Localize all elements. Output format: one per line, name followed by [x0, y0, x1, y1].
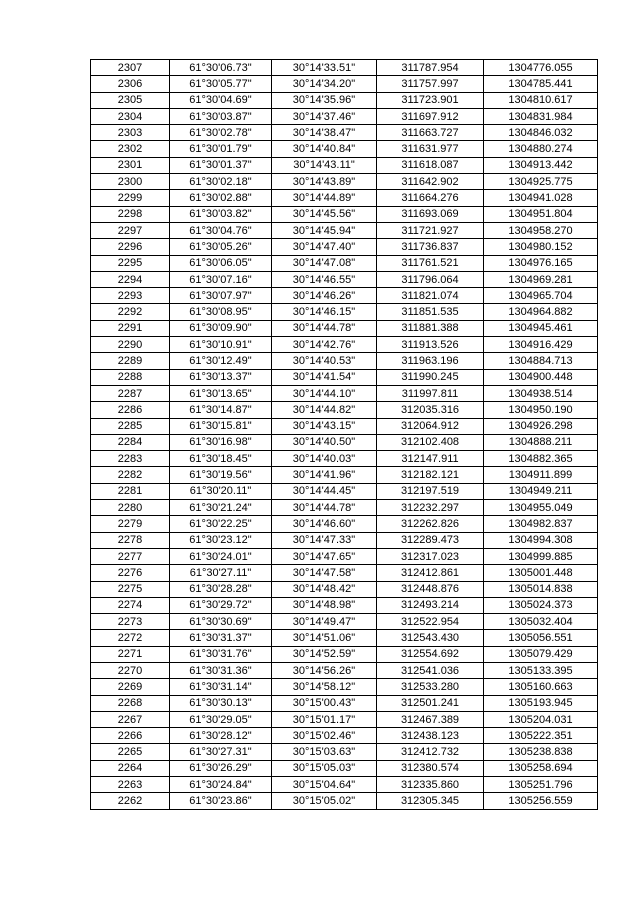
- y-coordinate-cell: 1304945.461: [484, 320, 598, 336]
- point-number-cell: 2293: [91, 288, 170, 304]
- point-number-cell: 2302: [91, 141, 170, 157]
- x-coordinate-cell: 311990.245: [377, 369, 484, 385]
- x-coordinate-cell: 312554.692: [377, 646, 484, 662]
- x-coordinate-cell: 311697.912: [377, 108, 484, 124]
- point-number-cell: 2272: [91, 630, 170, 646]
- longitude-cell: 30°14'52.59": [272, 646, 377, 662]
- y-coordinate-cell: 1304938.514: [484, 385, 598, 401]
- x-coordinate-cell: 312533.280: [377, 679, 484, 695]
- latitude-cell: 61°30'01.79": [170, 141, 272, 157]
- point-number-cell: 2274: [91, 597, 170, 613]
- point-number-cell: 2300: [91, 174, 170, 190]
- y-coordinate-cell: 1304949.211: [484, 483, 598, 499]
- y-coordinate-cell: 1305014.838: [484, 581, 598, 597]
- x-coordinate-cell: 312541.036: [377, 662, 484, 678]
- x-coordinate-cell: 311913.526: [377, 337, 484, 353]
- longitude-cell: 30°14'44.10": [272, 385, 377, 401]
- table-row: [91, 206, 598, 222]
- y-coordinate-cell: 1305251.796: [484, 777, 598, 793]
- table-row: [91, 141, 598, 157]
- longitude-cell: 30°15'02.46": [272, 728, 377, 744]
- table-row: [91, 174, 598, 190]
- point-number-cell: 2283: [91, 451, 170, 467]
- table-row: [91, 483, 598, 499]
- y-coordinate-cell: 1305024.373: [484, 597, 598, 613]
- x-coordinate-cell: 312501.241: [377, 695, 484, 711]
- longitude-cell: 30°14'44.78": [272, 320, 377, 336]
- x-coordinate-cell: 312335.860: [377, 777, 484, 793]
- point-number-cell: 2305: [91, 92, 170, 108]
- latitude-cell: 61°30'27.11": [170, 565, 272, 581]
- latitude-cell: 61°30'30.69": [170, 614, 272, 630]
- table-row: [91, 467, 598, 483]
- x-coordinate-cell: 312317.023: [377, 548, 484, 564]
- latitude-cell: 61°30'13.37": [170, 369, 272, 385]
- latitude-cell: 61°30'14.87": [170, 402, 272, 418]
- y-coordinate-cell: 1304994.308: [484, 532, 598, 548]
- x-coordinate-cell: 311693.069: [377, 206, 484, 222]
- table-row: [91, 695, 598, 711]
- longitude-cell: 30°14'47.65": [272, 548, 377, 564]
- y-coordinate-cell: 1304999.885: [484, 548, 598, 564]
- y-coordinate-cell: 1304950.190: [484, 402, 598, 418]
- x-coordinate-cell: 312467.389: [377, 711, 484, 727]
- longitude-cell: 30°14'47.33": [272, 532, 377, 548]
- x-coordinate-cell: 311787.954: [377, 60, 484, 76]
- table-row: [91, 304, 598, 320]
- latitude-cell: 61°30'08.95": [170, 304, 272, 320]
- table-row: [91, 451, 598, 467]
- x-coordinate-cell: 311721.927: [377, 222, 484, 238]
- y-coordinate-cell: 1304882.365: [484, 451, 598, 467]
- longitude-cell: 30°14'44.45": [272, 483, 377, 499]
- table-row: [91, 157, 598, 173]
- point-number-cell: 2265: [91, 744, 170, 760]
- longitude-cell: 30°14'40.53": [272, 353, 377, 369]
- table-row: [91, 60, 598, 76]
- y-coordinate-cell: 1304958.270: [484, 222, 598, 238]
- point-number-cell: 2279: [91, 516, 170, 532]
- longitude-cell: 30°14'46.26": [272, 288, 377, 304]
- table-row: [91, 516, 598, 532]
- x-coordinate-cell: 311663.727: [377, 125, 484, 141]
- point-number-cell: 2273: [91, 614, 170, 630]
- longitude-cell: 30°14'43.15": [272, 418, 377, 434]
- latitude-cell: 61°30'23.86": [170, 793, 272, 809]
- latitude-cell: 61°30'18.45": [170, 451, 272, 467]
- longitude-cell: 30°14'45.56": [272, 206, 377, 222]
- table-row: [91, 581, 598, 597]
- point-number-cell: 2263: [91, 777, 170, 793]
- longitude-cell: 30°14'40.03": [272, 451, 377, 467]
- x-coordinate-cell: 311881.388: [377, 320, 484, 336]
- point-number-cell: 2307: [91, 60, 170, 76]
- latitude-cell: 61°30'01.37": [170, 157, 272, 173]
- x-coordinate-cell: 311997.811: [377, 385, 484, 401]
- table-row: [91, 108, 598, 124]
- x-coordinate-cell: 311618.087: [377, 157, 484, 173]
- table-row: [91, 288, 598, 304]
- y-coordinate-cell: 1305256.559: [484, 793, 598, 809]
- y-coordinate-cell: 1305204.031: [484, 711, 598, 727]
- y-coordinate-cell: 1305160.663: [484, 679, 598, 695]
- point-number-cell: 2276: [91, 565, 170, 581]
- point-number-cell: 2288: [91, 369, 170, 385]
- x-coordinate-cell: 311723.901: [377, 92, 484, 108]
- latitude-cell: 61°30'09.90": [170, 320, 272, 336]
- table-row: [91, 793, 598, 809]
- latitude-cell: 61°30'06.73": [170, 60, 272, 76]
- point-number-cell: 2296: [91, 239, 170, 255]
- coordinates-table-body: [91, 60, 598, 810]
- latitude-cell: 61°30'28.12": [170, 728, 272, 744]
- x-coordinate-cell: 312380.574: [377, 760, 484, 776]
- point-number-cell: 2290: [91, 337, 170, 353]
- longitude-cell: 30°14'40.50": [272, 434, 377, 450]
- coordinates-table: [90, 59, 598, 810]
- point-number-cell: 2280: [91, 500, 170, 516]
- point-number-cell: 2271: [91, 646, 170, 662]
- longitude-cell: 30°14'41.96": [272, 467, 377, 483]
- x-coordinate-cell: 312289.473: [377, 532, 484, 548]
- longitude-cell: 30°15'05.02": [272, 793, 377, 809]
- table-row: [91, 597, 598, 613]
- table-row: [91, 125, 598, 141]
- longitude-cell: 30°14'44.78": [272, 500, 377, 516]
- longitude-cell: 30°14'49.47": [272, 614, 377, 630]
- y-coordinate-cell: 1304951.804: [484, 206, 598, 222]
- longitude-cell: 30°15'03.63": [272, 744, 377, 760]
- y-coordinate-cell: 1304941.028: [484, 190, 598, 206]
- latitude-cell: 61°30'06.05": [170, 255, 272, 271]
- y-coordinate-cell: 1304926.298: [484, 418, 598, 434]
- point-number-cell: 2268: [91, 695, 170, 711]
- longitude-cell: 30°14'47.58": [272, 565, 377, 581]
- latitude-cell: 61°30'22.25": [170, 516, 272, 532]
- y-coordinate-cell: 1304888.211: [484, 434, 598, 450]
- table-row: [91, 744, 598, 760]
- longitude-cell: 30°14'41.54": [272, 369, 377, 385]
- x-coordinate-cell: 312064.912: [377, 418, 484, 434]
- point-number-cell: 2284: [91, 434, 170, 450]
- y-coordinate-cell: 1305056.551: [484, 630, 598, 646]
- latitude-cell: 61°30'30.13": [170, 695, 272, 711]
- latitude-cell: 61°30'20.11": [170, 483, 272, 499]
- longitude-cell: 30°14'45.94": [272, 222, 377, 238]
- table-row: [91, 402, 598, 418]
- latitude-cell: 61°30'10.91": [170, 337, 272, 353]
- point-number-cell: 2303: [91, 125, 170, 141]
- latitude-cell: 61°30'16.98": [170, 434, 272, 450]
- longitude-cell: 30°14'47.40": [272, 239, 377, 255]
- y-coordinate-cell: 1305032.404: [484, 614, 598, 630]
- longitude-cell: 30°15'01.17": [272, 711, 377, 727]
- latitude-cell: 61°30'27.31": [170, 744, 272, 760]
- point-number-cell: 2299: [91, 190, 170, 206]
- longitude-cell: 30°14'48.42": [272, 581, 377, 597]
- point-number-cell: 2298: [91, 206, 170, 222]
- point-number-cell: 2301: [91, 157, 170, 173]
- x-coordinate-cell: 311963.196: [377, 353, 484, 369]
- y-coordinate-cell: 1304900.448: [484, 369, 598, 385]
- table-row: [91, 711, 598, 727]
- table-row: [91, 239, 598, 255]
- y-coordinate-cell: 1305222.351: [484, 728, 598, 744]
- point-number-cell: 2294: [91, 271, 170, 287]
- point-number-cell: 2285: [91, 418, 170, 434]
- x-coordinate-cell: 312305.345: [377, 793, 484, 809]
- point-number-cell: 2295: [91, 255, 170, 271]
- y-coordinate-cell: 1304980.152: [484, 239, 598, 255]
- y-coordinate-cell: 1304964.882: [484, 304, 598, 320]
- longitude-cell: 30°14'34.20": [272, 76, 377, 92]
- point-number-cell: 2297: [91, 222, 170, 238]
- x-coordinate-cell: 312035.316: [377, 402, 484, 418]
- y-coordinate-cell: 1304831.984: [484, 108, 598, 124]
- longitude-cell: 30°15'05.03": [272, 760, 377, 776]
- x-coordinate-cell: 312232.297: [377, 500, 484, 516]
- x-coordinate-cell: 311664.276: [377, 190, 484, 206]
- table-row: [91, 646, 598, 662]
- table-row: [91, 565, 598, 581]
- table-row: [91, 369, 598, 385]
- longitude-cell: 30°14'43.11": [272, 157, 377, 173]
- table-row: [91, 434, 598, 450]
- table-row: [91, 255, 598, 271]
- x-coordinate-cell: 312197.519: [377, 483, 484, 499]
- y-coordinate-cell: 1304880.274: [484, 141, 598, 157]
- y-coordinate-cell: 1305258.694: [484, 760, 598, 776]
- y-coordinate-cell: 1304884.713: [484, 353, 598, 369]
- latitude-cell: 61°30'31.76": [170, 646, 272, 662]
- point-number-cell: 2291: [91, 320, 170, 336]
- longitude-cell: 30°15'00.43": [272, 695, 377, 711]
- point-number-cell: 2281: [91, 483, 170, 499]
- x-coordinate-cell: 312182.121: [377, 467, 484, 483]
- latitude-cell: 61°30'24.84": [170, 777, 272, 793]
- table-row: [91, 385, 598, 401]
- point-number-cell: 2269: [91, 679, 170, 695]
- point-number-cell: 2277: [91, 548, 170, 564]
- longitude-cell: 30°14'40.84": [272, 141, 377, 157]
- point-number-cell: 2289: [91, 353, 170, 369]
- point-number-cell: 2264: [91, 760, 170, 776]
- latitude-cell: 61°30'13.65": [170, 385, 272, 401]
- point-number-cell: 2286: [91, 402, 170, 418]
- x-coordinate-cell: 312102.408: [377, 434, 484, 450]
- y-coordinate-cell: 1304916.429: [484, 337, 598, 353]
- point-number-cell: 2287: [91, 385, 170, 401]
- table-row: [91, 92, 598, 108]
- longitude-cell: 30°14'58.12": [272, 679, 377, 695]
- x-coordinate-cell: 312412.861: [377, 565, 484, 581]
- x-coordinate-cell: 311757.997: [377, 76, 484, 92]
- longitude-cell: 30°14'46.60": [272, 516, 377, 532]
- x-coordinate-cell: 311736.837: [377, 239, 484, 255]
- latitude-cell: 61°30'03.82": [170, 206, 272, 222]
- latitude-cell: 61°30'07.97": [170, 288, 272, 304]
- x-coordinate-cell: 311761.521: [377, 255, 484, 271]
- latitude-cell: 61°30'29.72": [170, 597, 272, 613]
- y-coordinate-cell: 1305079.429: [484, 646, 598, 662]
- table-row: [91, 662, 598, 678]
- x-coordinate-cell: 311851.535: [377, 304, 484, 320]
- latitude-cell: 61°30'05.26": [170, 239, 272, 255]
- latitude-cell: 61°30'02.18": [170, 174, 272, 190]
- y-coordinate-cell: 1304810.617: [484, 92, 598, 108]
- table-row: [91, 418, 598, 434]
- x-coordinate-cell: 311631.977: [377, 141, 484, 157]
- point-number-cell: 2304: [91, 108, 170, 124]
- point-number-cell: 2266: [91, 728, 170, 744]
- latitude-cell: 61°30'12.49": [170, 353, 272, 369]
- table-row: [91, 353, 598, 369]
- latitude-cell: 61°30'07.16": [170, 271, 272, 287]
- latitude-cell: 61°30'05.77": [170, 76, 272, 92]
- latitude-cell: 61°30'31.36": [170, 662, 272, 678]
- y-coordinate-cell: 1304776.055: [484, 60, 598, 76]
- longitude-cell: 30°14'56.26": [272, 662, 377, 678]
- y-coordinate-cell: 1304925.775: [484, 174, 598, 190]
- y-coordinate-cell: 1304976.165: [484, 255, 598, 271]
- table-row: [91, 76, 598, 92]
- latitude-cell: 61°30'04.69": [170, 92, 272, 108]
- y-coordinate-cell: 1304955.049: [484, 500, 598, 516]
- longitude-cell: 30°14'42.76": [272, 337, 377, 353]
- x-coordinate-cell: 311642.902: [377, 174, 484, 190]
- y-coordinate-cell: 1305133.395: [484, 662, 598, 678]
- latitude-cell: 61°30'28.28": [170, 581, 272, 597]
- latitude-cell: 61°30'23.12": [170, 532, 272, 548]
- point-number-cell: 2275: [91, 581, 170, 597]
- table-row: [91, 271, 598, 287]
- x-coordinate-cell: 312147.911: [377, 451, 484, 467]
- table-row: [91, 728, 598, 744]
- x-coordinate-cell: 312522.954: [377, 614, 484, 630]
- point-number-cell: 2282: [91, 467, 170, 483]
- latitude-cell: 61°30'03.87": [170, 108, 272, 124]
- table-row: [91, 760, 598, 776]
- y-coordinate-cell: 1305001.448: [484, 565, 598, 581]
- y-coordinate-cell: 1305193.945: [484, 695, 598, 711]
- longitude-cell: 30°14'48.98": [272, 597, 377, 613]
- point-number-cell: 2292: [91, 304, 170, 320]
- point-number-cell: 2278: [91, 532, 170, 548]
- table-row: [91, 222, 598, 238]
- y-coordinate-cell: 1304965.704: [484, 288, 598, 304]
- longitude-cell: 30°14'33.51": [272, 60, 377, 76]
- longitude-cell: 30°14'51.06": [272, 630, 377, 646]
- x-coordinate-cell: 312412.732: [377, 744, 484, 760]
- longitude-cell: 30°14'44.89": [272, 190, 377, 206]
- point-number-cell: 2267: [91, 711, 170, 727]
- latitude-cell: 61°30'31.14": [170, 679, 272, 695]
- x-coordinate-cell: 312262.826: [377, 516, 484, 532]
- latitude-cell: 61°30'26.29": [170, 760, 272, 776]
- table-row: [91, 777, 598, 793]
- longitude-cell: 30°14'37.46": [272, 108, 377, 124]
- latitude-cell: 61°30'02.88": [170, 190, 272, 206]
- table-row: [91, 500, 598, 516]
- longitude-cell: 30°14'47.08": [272, 255, 377, 271]
- point-number-cell: 2262: [91, 793, 170, 809]
- y-coordinate-cell: 1304846.032: [484, 125, 598, 141]
- x-coordinate-cell: 312438.123: [377, 728, 484, 744]
- y-coordinate-cell: 1304785.441: [484, 76, 598, 92]
- table-row: [91, 614, 598, 630]
- x-coordinate-cell: 312543.430: [377, 630, 484, 646]
- table-row: [91, 190, 598, 206]
- table-row: [91, 532, 598, 548]
- latitude-cell: 61°30'24.01": [170, 548, 272, 564]
- longitude-cell: 30°14'46.15": [272, 304, 377, 320]
- latitude-cell: 61°30'21.24": [170, 500, 272, 516]
- table-row: [91, 679, 598, 695]
- x-coordinate-cell: 311821.074: [377, 288, 484, 304]
- y-coordinate-cell: 1304913.442: [484, 157, 598, 173]
- latitude-cell: 61°30'02.78": [170, 125, 272, 141]
- latitude-cell: 61°30'04.76": [170, 222, 272, 238]
- x-coordinate-cell: 312448.876: [377, 581, 484, 597]
- longitude-cell: 30°14'44.82": [272, 402, 377, 418]
- table-row: [91, 320, 598, 336]
- table-row: [91, 630, 598, 646]
- y-coordinate-cell: 1305238.838: [484, 744, 598, 760]
- longitude-cell: 30°14'35.96": [272, 92, 377, 108]
- longitude-cell: 30°14'38.47": [272, 125, 377, 141]
- latitude-cell: 61°30'29.05": [170, 711, 272, 727]
- longitude-cell: 30°14'43.89": [272, 174, 377, 190]
- table-row: [91, 337, 598, 353]
- table-row: [91, 548, 598, 564]
- longitude-cell: 30°15'04.64": [272, 777, 377, 793]
- x-coordinate-cell: 311796.064: [377, 271, 484, 287]
- latitude-cell: 61°30'15.81": [170, 418, 272, 434]
- y-coordinate-cell: 1304969.281: [484, 271, 598, 287]
- y-coordinate-cell: 1304982.837: [484, 516, 598, 532]
- y-coordinate-cell: 1304911.899: [484, 467, 598, 483]
- point-number-cell: 2270: [91, 662, 170, 678]
- point-number-cell: 2306: [91, 76, 170, 92]
- latitude-cell: 61°30'31.37": [170, 630, 272, 646]
- x-coordinate-cell: 312493.214: [377, 597, 484, 613]
- longitude-cell: 30°14'46.55": [272, 271, 377, 287]
- latitude-cell: 61°30'19.56": [170, 467, 272, 483]
